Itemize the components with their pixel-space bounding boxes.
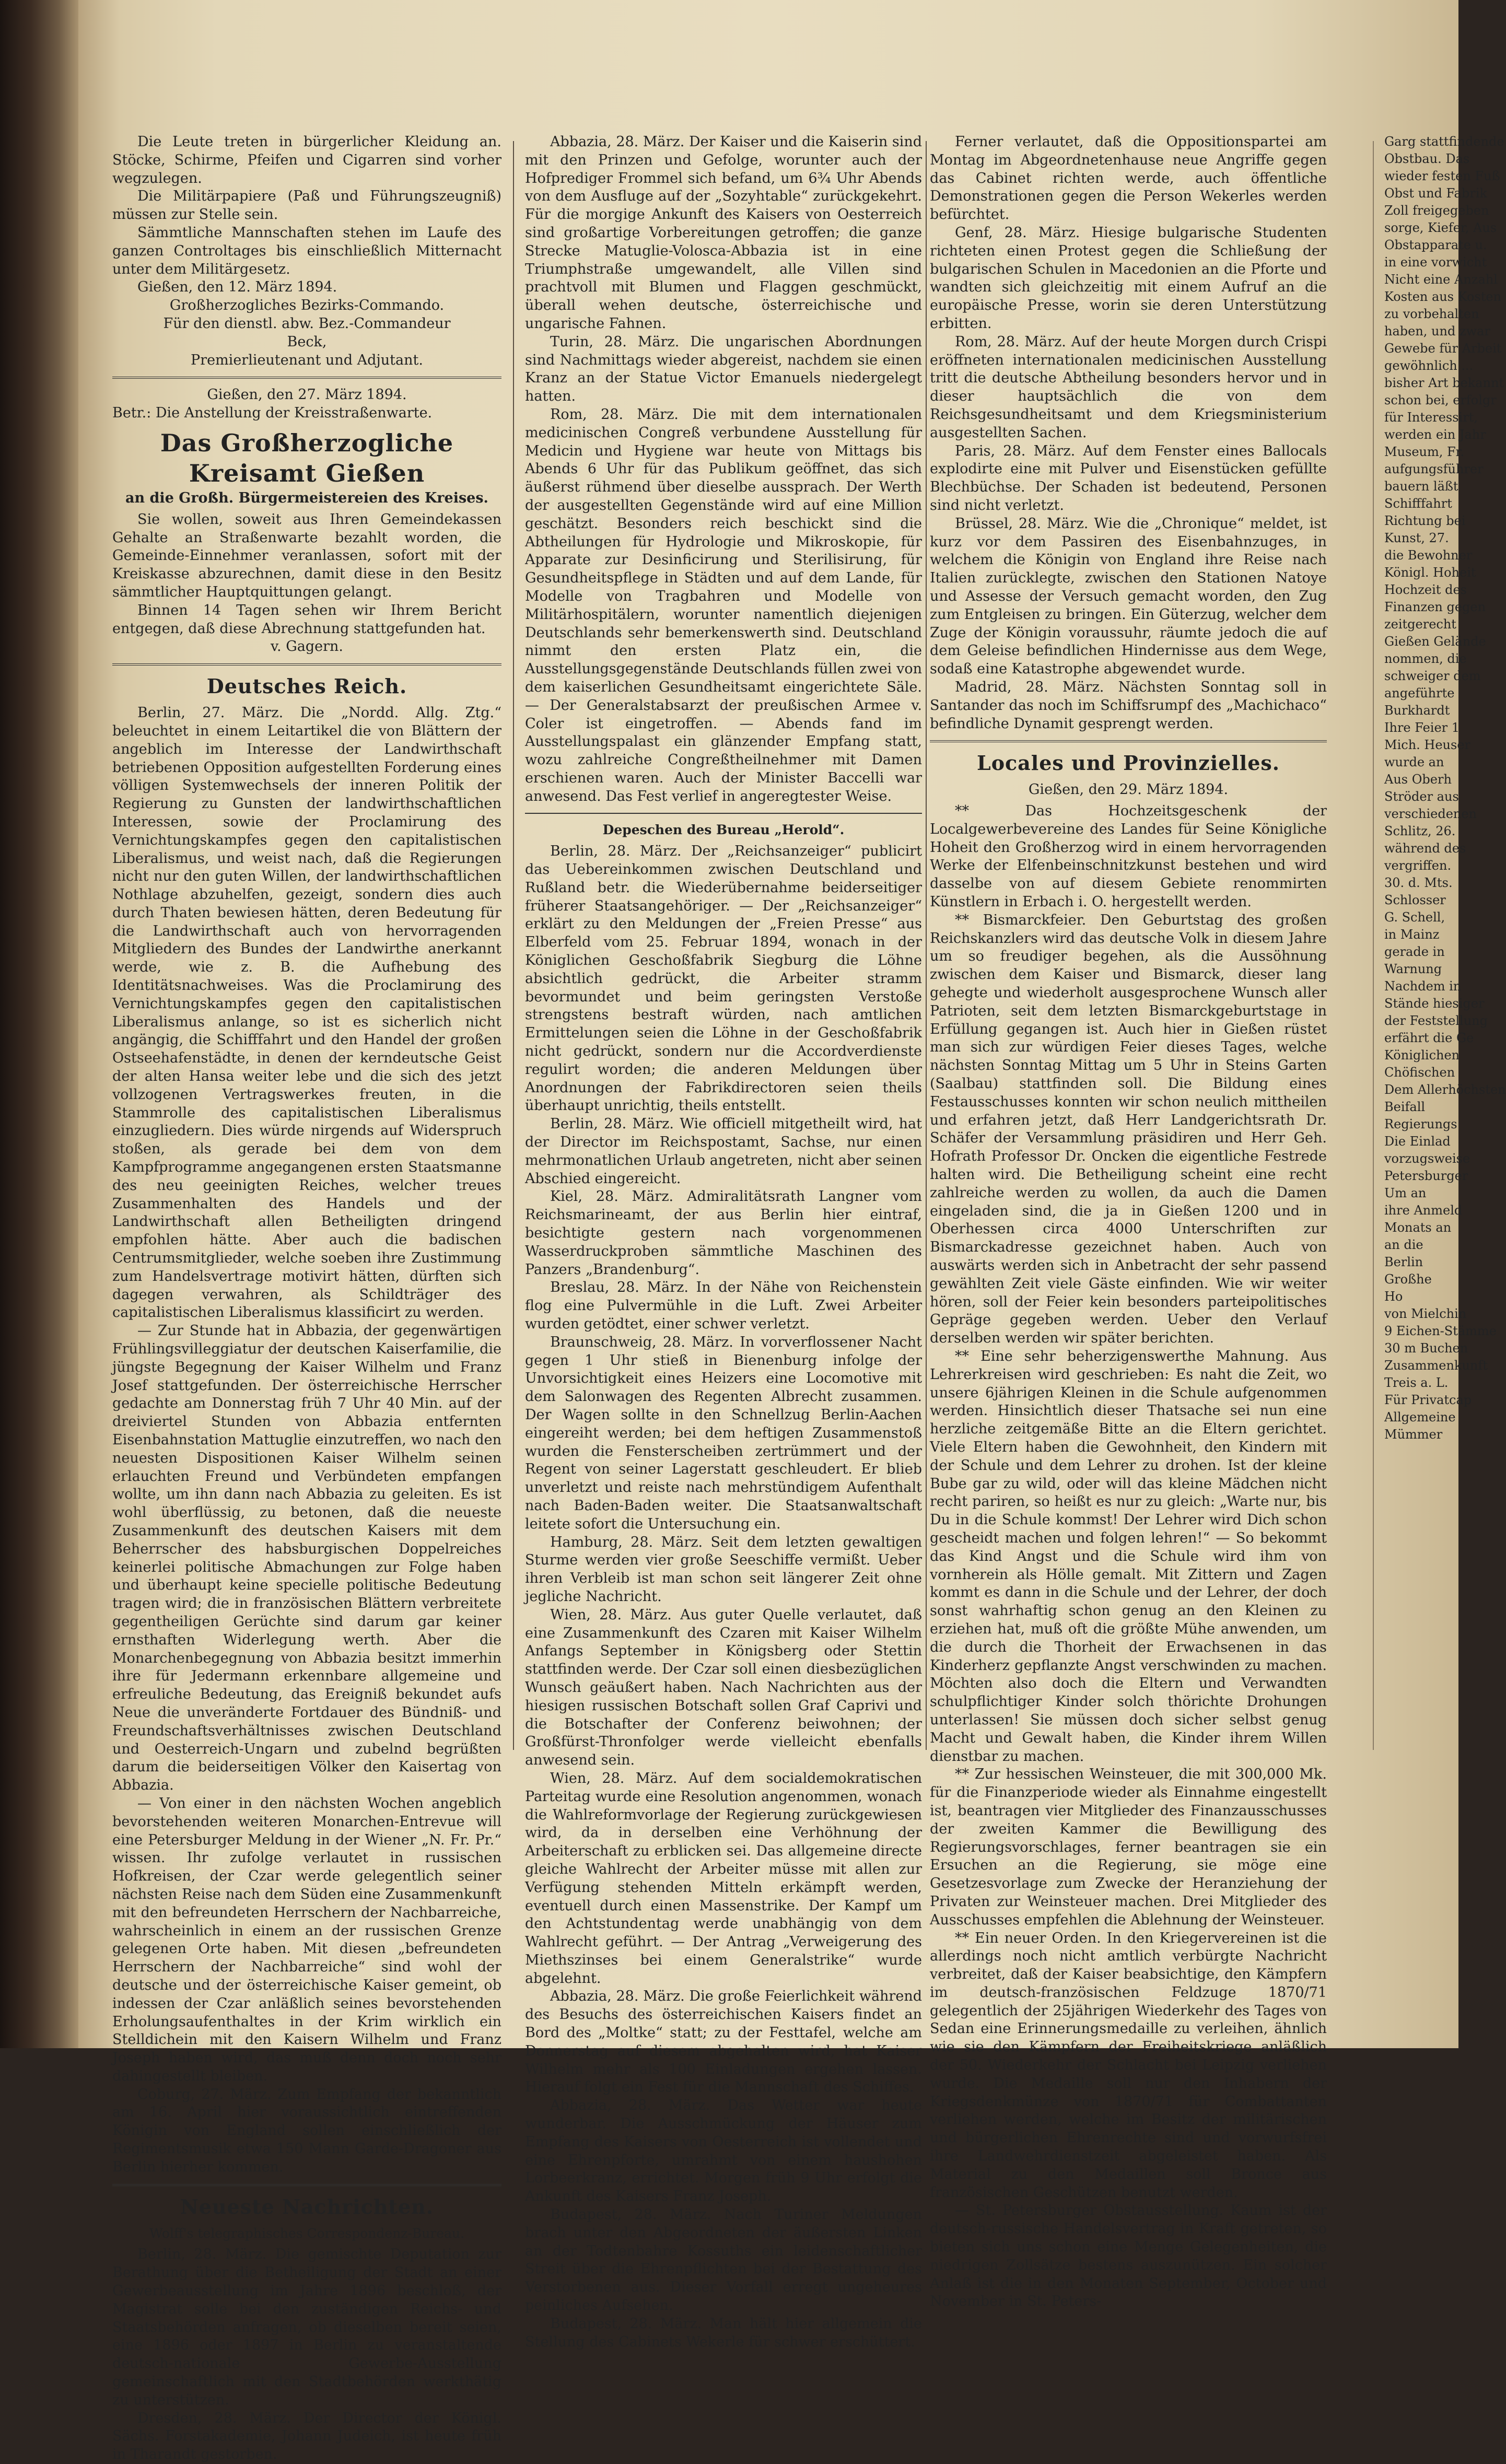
dateline: Gießen, den 29. März 1894. bbox=[1028, 781, 1229, 798]
fragment-line: Petersburger bbox=[1384, 1169, 1468, 1183]
fragment-line: Stände hiesiger bbox=[1384, 996, 1485, 1011]
fragment-line: werden ein Jahr bbox=[1384, 427, 1486, 442]
fragment-line: Berlin bbox=[1384, 1255, 1423, 1269]
fragment-line: 30 m Buchen bbox=[1384, 1341, 1468, 1356]
fragment-line: von Mielchin bbox=[1384, 1306, 1467, 1321]
fragment-line: verschiedenen bbox=[1384, 807, 1477, 821]
fragment-line: gewöhnlich ... bbox=[1384, 358, 1474, 373]
article-paragraph: Rom, 28. März. Die mit dem internationalen medicinischen Congreß verbundene Ausstellung für Medicin und Hygiene war heute von Mittags bis Abends 6 Uhr für das Publikum geöffnet, das sich äußerst rühmend über dieselbe aussprach. Der Werth der ausgestellten Gegenstände wird auf eine Million geschätzt. Besonders reich beschickt sind die Abtheilungen für Hydrologie und Mikroskopie, für Apparate zur Desinficirung und Sterilisirung, für Gesundheitspflege in Städten und auf dem Lande, für Modelle von Tragbahren und Modelle von Militärhospitälern, worunter namentlich diejenigen Deutschlands sehr bemerkenswerth sind. Deutschland nimmt den ersten Platz ein, die Ausstellungsgegenstände Deutschlands füllen zwei von dem kaiserlichen Gesundheitsamt eingerichtete Säle. — Der Generalstabsarzt der preußischen Armee v. Coler ist eingetroffen. — Abends fand im Ausstellungspalast ein glänzender Empfang statt, wozu zahlreiche Congreßtheilnehmer mit Damen erschienen waren. Auch der Minister Baccelli war anwesend. Das Fest verlief in angeregtester Weise. bbox=[525, 406, 922, 804]
divider bbox=[930, 740, 1327, 742]
signature-office: Großherzogliches Bezirks-Commando. bbox=[169, 297, 445, 314]
fragment-line: Zoll freigegeben bbox=[1384, 203, 1489, 218]
article-paragraph: Berlin, 28. März. Wie officiell mitgetheilt wird, hat der Director im Reichspostamt, Sachse, nur einen mehrmonatlichen Urlaub angetreten, nicht aber seinen Abschied eingereicht. bbox=[525, 1116, 922, 1187]
fragment-line: nommen, die bbox=[1384, 651, 1467, 666]
article-paragraph: Turin, 28. März. Die ungarischen Abordnungen sind Nachmittags wieder abgereist, nachdem sie einen Kranz an der Statue Victor Emanuels niedergelegt hatten. bbox=[525, 333, 922, 405]
notice-paragraph: Sämmtliche Mannschaften stehen im Laufe des ganzen Controltages bis einschließlich Mitternacht unter dem Militärgesetz. bbox=[112, 224, 501, 277]
fragment-line: Obstbau. Das bbox=[1384, 151, 1470, 166]
fragment-line: für Interessirt, bbox=[1384, 410, 1478, 425]
fragment-line: Monats an bbox=[1384, 1220, 1452, 1235]
article-paragraph: Madrid, 28. März. Nächsten Sonntag soll in Santander das noch im Schiffsrumpf des „Machichaco“ befindliche Dynamit gesprengt werden. bbox=[930, 679, 1327, 732]
article-paragraph: Berlin, 28. März. Der „Reichsanzeiger“ publicirt das Uebereinkommen zwischen Deutschland und Rußland betr. die Wiederübernahme beiderseitiger früherer Staatsangehöriger. — Der „Reichsanzeiger“ erklärt zu den Meldungen der „Freien Presse“ aus Elberfeld vom 25. Februar 1894, wonach in der Königlichen Geschoßfabrik Siegburg die Löhne absichtlich gedrückt, die Arbeiter stramm bevormundet und beim geringsten Verstoße strengstens bestraft würden, nach amtlichen Ermittelungen seien die Löhne in der Geschoßfabrik nicht gedrückt, sondern nur die Accordverdienste regulirt worden; die anderen Meldungen über Anordnungen der Fabrikdirectoren seien theils überhaupt unrichtig, theils entstellt. bbox=[525, 843, 922, 1114]
fragment-line: Großhe bbox=[1384, 1272, 1432, 1287]
fragment-line: wieder festen Fuß bbox=[1384, 169, 1500, 183]
fragment-line: vorzugsweise bbox=[1384, 1151, 1470, 1166]
fragment-line: Treis a. L. bbox=[1384, 1375, 1449, 1390]
fragment-line: Ströder aus bbox=[1384, 789, 1459, 804]
signature-title: Premierlieutenant und Adjutant. bbox=[191, 352, 423, 368]
article-paragraph: Abbazia, 28. März. Die große Feierlichkeit während des Besuchs des österreichischen Kaisers findet an Bord des „Moltke“ statt; zu der Festtafel, welche am Donnerstag auf diesem abgehalten wird, hat Kaiser Wilhelm mehr als 100 Einladungen ergehen lassen. Hierauf folgt ein Fest für die Mannschaft des Schiffes. bbox=[525, 1988, 922, 2096]
article-paragraph: Berlin, 27. März. Die „Nordd. Allg. Ztg.“ beleuchtet in einem Leitartikel die von Blättern der angeblich im Interesse der Landwirthschaft betriebenen Opposition aufgestellten Forderung eines völligen Systemwechsels der inneren Politik der Regierung zu Gunsten der landwirthschaftlichen Interessen, sowie der Proclamirung des Vernichtungskampfes gegen den capitalistischen Liberalismus, und weist nach, daß die Regierungen nicht nur den guten Willen, der landwirthschaftlichen Nothlage abzuhelfen, gezeigt, sondern dies auch durch Thaten bewiesen hätten, deren Bedeutung für die Landwirthschaft auch von hervorragenden Mitgliedern des Bundes der Landwirthe anerkannt werde, wie z. B. die Aufhebung des Identitätsnachweises. Was die Proclamirung des Vernichtungskampfes gegen den capitalistischen Liberalismus anlange, so ist es sicherlich nicht angängig, die Schifffahrt und den Handel der großen Ostseehafenstädte, in denen der kerndeutsche Geist der alten Hansa weiter lebe und die sich des jetzt vollzogenen Vertragswerkes freuten, in die Stammrolle des capitalistischen Liberalismus einzugliedern. Dies würde nirgends auf Widerspruch stoßen, als gerade bei dem von dem Kampfprogramme angegangenen ersten Staatsmanne des neu geeinigten Reiches, welcher treues Zusammenhalten des Handels und der Landwirthschaft allen Betheiligten dringend empfohlen hätte. Aber auch die badischen Centrumsmitglieder, welche soeben ihre Zustimmung zum Handelsvertrage motivirt hätten, dürften sich dagegen verwahren, als Schildträger des capitalistischen Liberalismus klassificirt zu werden. bbox=[112, 705, 501, 1321]
article-paragraph: ** Das Hochzeitsgeschenk der Localgewerbevereine des Landes für Seine Königliche Hoheit den Großherzog wird in einem hervorragenden Werke der Elfenbeinschnitzkunst bestehen und wird dasselbe von auf diesem Gebiete renommirten Künstlern in Erbach i. O. hergestellt werden. bbox=[930, 803, 1327, 910]
book-binding bbox=[0, 0, 78, 2048]
fragment-line: gerade in bbox=[1384, 944, 1445, 959]
article-paragraph: Coburg, 27. März. Zum Empfang der bekanntlich am 16. April hier voraussichtlich eintreffenden Königin von England sollen einschließlich der Regimentsmusik etwa 150 Mann Garde-Dragoner aus Berlin hierher kommen. bbox=[112, 2086, 501, 2175]
article-paragraph: Rom, 28. März. Auf der heute Morgen durch Crispi eröffneten internationalen medicinischen Ausstellung tritt die deutsche Abtheilung besonders hervor und in dieser hauptsächlich die von dem Reichsgesundheitsamt und dem Kriegsministerium ausgestellten Sachen. bbox=[930, 333, 1327, 441]
notice-signature bbox=[112, 278, 501, 369]
fragment-line: Schlosser bbox=[1384, 893, 1446, 907]
fragment-line: Chöfischen bbox=[1384, 1065, 1455, 1080]
divider bbox=[112, 2184, 501, 2186]
fragment-line: die Bewohner bbox=[1384, 548, 1473, 563]
article-paragraph: Berlin, 28. März. Die gemischte Deputation zur Berathung über die Betheiligung der Stadt an einer Gewerbeausstellung im Jahre 1896 beschloß, der Magistrat solle bei den zuständigen Reichs- und Staatsbehörden anfragen, ob dieselben bereit seien, eine 1896 oder 1897 in Berlin zu veranstaltende deutsch-nationale Gewerbe-Ausstellung gemeinschaftlich mit den Stadtbehörden werkthätig zu unterstützen. bbox=[112, 2246, 501, 2408]
article-paragraph: Wien, 28. März. Auf dem socialdemokratischen Parteitag wurde eine Resolution angenommen, wonach die Wahlreformvorlage der Regierung zurückgewiesen wird, da in derselben eine Verhöhnung der Arbeiterschaft zu erblicken sei. Das allgemeine directe gleiche Wahlrecht der Arbeiter müsse mit allen zur Verfügung stehenden Mitteln erkämpft werden, eventuell durch einen Massenstrike. Der Kampf um den Achtstundentag werde unabhängig von dem Wahlrecht geführt. — Der Antrag „Verweigerung des Miethszinses bei einem Generalstrike“ wurde abgelehnt. bbox=[525, 1770, 922, 1987]
fragment-line: sorge, Kiefer, Aus bbox=[1384, 220, 1497, 235]
fragment-line: wurde an bbox=[1384, 755, 1444, 769]
notice-date: Gießen, den 27. März 1894. bbox=[207, 387, 407, 403]
notice-paragraph: Binnen 14 Tagen sehen wir Ihrem Bericht entgegen, daß diese Abrechnung stattgefunden hat. bbox=[112, 602, 501, 637]
fragment-line: Mich. Heuser bbox=[1384, 738, 1470, 752]
fragment-line: Richtung bei bbox=[1384, 513, 1466, 528]
fragment-line: an die bbox=[1384, 1237, 1423, 1252]
page-gutter bbox=[1373, 141, 1374, 1750]
article-paragraph: Abbazia, 28. März. Das Wetter war heute wunderbar. Die Ausschmückung der Häuser zum Empfang des Kaisers von Oesterreich ist vollendet und eine Ehrenpforte, umrahmt von einem haushohen Lorbeerkranz, errichtet. Morgen früh 9 Uhr erfolgt die Ankunft des Kaisers Franz Joseph. bbox=[525, 2097, 922, 2205]
article-paragraph: ** Zur hessischen Weinsteuer, die mit 300,000 Mk. für die Finanzperiode wieder als Einnahme eingestellt ist, beantragen vier Mitglieder des Finanzausschusses der zweiten Kammer die Bewilligung des Regierungsvorschlages, ferner beantragen sie ein Ersuchen an die Regierung, sie möge eine Gesetzesvorlage zum Zwecke der Heranziehung der Privaten zur Weinsteuer machen. Drei Mitglieder des Ausschusses empfehlen die Ablehnung der Weinsteuer. bbox=[930, 1766, 1327, 1928]
article-paragraph: — Zur Stunde hat in Abbazia, der gegenwärtigen Frühlingsvilleggiatur der deutschen Kaiserfamilie, die jüngste Begegnung der Kaiser Wilhelm und Franz Josef stattgefunden. Der österreichische Herrscher gedachte am Donnerstag früh 7 Uhr 40 Min. auf der dreiviertel Stunden von Abbazia entfernten Eisenbahnstation Mattuglie einzutreffen, wo nach den neuesten Dispositionen Kaiser Wilhelm seinen erlauchten Freund und Verbündeten empfangen wollte, um ihn dann nach Abbazia zu geleiten. Es ist wohl überflüssig, zu betonen, daß die neueste Zusammenkunft des deutschen Kaisers mit dem Beherrscher des habsburgischen Doppelreiches keinerlei politische Abmachungen zur Folge haben und überhaupt keine specielle politische Bedeutung tragen wird; die in französischen Blättern verbreitete gegentheiligen Gerüchte sind darum gar keiner ernsthaften Widerlegung werth. Aber die Monarchenbegegnung von Abbazia besitzt immerhin ihre für Jedermann erkennbare allgemeine und erfreuliche Bedeutung, das Ereigniß bekundet aufs Neue die unveränderte Fortdauer des Bündniß- und Freundschaftsverhältnisses zwischen Deutschland und Oesterreich-Ungarn und zubelnd begrüßten darum die beiderseitigen Völker den Kaisertag von Abbazia. bbox=[112, 1323, 501, 1794]
fragment-line: Dem Allerhöchsten bbox=[1384, 1082, 1506, 1097]
fragment-line: zu vorbehalten bbox=[1384, 307, 1479, 321]
fragment-line: in Mainz bbox=[1384, 927, 1440, 942]
fragment-line: Ho bbox=[1384, 1289, 1403, 1304]
fragment-line: Die Einlad bbox=[1384, 1134, 1451, 1149]
column-rule bbox=[513, 141, 514, 1750]
fragment-line: angeführte bbox=[1384, 686, 1455, 700]
fragment-line: der Feststellung bbox=[1384, 1013, 1488, 1028]
article-paragraph: Braunschweig, 28. März. In vorverflossener Nacht gegen 1 Uhr stieß in Bienenburg infolge der Unvorsichtigkeit eines Heizers eine Locomotive mit dem Salonwagen des Regenten Albrecht zusammen. Der Wagen sollte in den Schnellzug Berlin-Aachen eingereiht werden; bei dem heftigen Zusammenstoß wurden die Fensterscheiben zertrümmert und der Regent von seiner Lagerstatt geschleudert. Er blieb unverletzt und reiste nach mehrstündigem Aufenthalt nach Baden-Baden weiter. Die Staatsanwaltschaft leitete sofort die Untersuchung ein. bbox=[525, 1334, 922, 1532]
fragment-line: haben, und zwar bbox=[1384, 324, 1490, 338]
fragment-line: Schlitz, 26. bbox=[1384, 824, 1456, 838]
column-1 bbox=[112, 133, 501, 2464]
fragment-line: Garg stattfindende bbox=[1384, 134, 1504, 149]
divider bbox=[112, 663, 501, 665]
article-paragraph: Kiel, 28. März. Admiralitätsrath Langner vom Reichsmarineamt, der aus Berlin hier eintraf, besichtigte gestern nach vorgenommenen Wasserdruckproben sämmtliche Maschinen des Panzers „Brandenburg“. bbox=[525, 1188, 922, 1278]
section-title: Neueste Nachrichten. bbox=[180, 2194, 434, 2218]
fragment-line: Hochzeit des bbox=[1384, 582, 1467, 597]
fragment-line: Regierungs bbox=[1384, 1117, 1457, 1131]
article-paragraph: Budapest, 28. März. Nach Turiner Meldungen brach unter den Abgeordneten der äußersten Linken an der Todtenbahre Kossuths ein leidenschaftlicher Streit über die Ehrenpflichten bei der Bestattung des Verstorbenen aus. Dieser Vorfall erregt ungeheures peinliches Aufsehen. bbox=[525, 2206, 922, 2314]
section-title: Locales und Provinzielles. bbox=[976, 751, 1280, 775]
notice-headline: Das Großherzogliche Kreisamt Gießen bbox=[160, 428, 454, 487]
fragment-line: Gewebe für Arbeit bbox=[1384, 341, 1502, 356]
fragment-line: Allgemeine bbox=[1384, 1410, 1456, 1424]
fragment-line: Zusammenkunft bbox=[1384, 1358, 1488, 1373]
kreisamt-notice bbox=[112, 386, 501, 656]
notice-subheadline: an die Großh. Bürgermeistereien des Kreises. bbox=[125, 489, 488, 506]
section-title: Deutsches Reich. bbox=[206, 674, 407, 698]
section-subtitle: Wolff's telegraphisches Correspondenz-Bureau. bbox=[149, 2225, 465, 2241]
fragment-line: Nachdem in bbox=[1384, 979, 1462, 994]
notice-paragraph: Die Leute treten in bürgerlicher Kleidung an. Stöcke, Schirme, Pfeifen und Cigarren sind vorher wegzulegen. bbox=[112, 134, 501, 186]
article-paragraph: Budapest, 28. März. Man hält hier allgemein die Stellung des Cabinets Wekerle für schwer erschüttert. bbox=[525, 2315, 922, 2350]
fragment-line: Obstapparate u. bbox=[1384, 238, 1487, 252]
fragment-line: Schifffahrt bbox=[1384, 496, 1452, 511]
column-3 bbox=[930, 133, 1327, 2311]
fragment-line: 9 Eichen-Stämme bbox=[1384, 1324, 1497, 1338]
article-paragraph: ** Ein neuer Orden. In den Kriegervereinen ist die allerdings noch nicht amtlich verbürgte Nachricht verbreitet, daß der Kaiser beabsichtige, den Kämpfern im deutsch-französischen Feldzuge 1870/71 gelegentlich der 25jährigen Wiederkehr des Tages von Sedan eine Erinnerungsmedaille zu verleihen, ähnlich wie sie den Kämpfern der Freiheitskriege anläßlich der 50. Wiederkehr der Schlacht bei Leipzig verliehen wurde. Die Medaille soll nur den Inhabern der Kriegsdenkmünze von 1870/71 für Combattanten verliehen werden, welche im Besitz der militärischen und bürgerlichen Ehrenrechte sind und vorwurfsfrei ihre Landwehrdienstzeit abgeleistet haben. Als Material zu den Medaillen soll Bronce aus französischen Geschützen benutzt werden. bbox=[930, 1930, 1327, 2201]
fragment-line: schweiger dem bbox=[1384, 669, 1481, 683]
divider bbox=[112, 377, 501, 379]
article-paragraph: Ferner verlautet, daß die Oppositionspartei am Montag im Abgeordnetenhause neue Angriffe gegen das Cabinet richten werde, auch öffentliche Demonstrationen gegen die Person Wekerles werden befürchtet. bbox=[930, 134, 1327, 223]
fragment-line: Mümmer bbox=[1384, 1427, 1443, 1442]
notice-paragraph: Die Militärpapiere (Paß und Führungszeugniß) müssen zur Stelle sein. bbox=[112, 188, 501, 223]
fragment-line: vergriffen. bbox=[1384, 858, 1452, 873]
fragment-line: Obst und Fabrik bbox=[1384, 186, 1487, 201]
fragment-line: Königlichen bbox=[1384, 1048, 1460, 1062]
fragment-line: schon bei, erfolgr bbox=[1384, 393, 1497, 407]
article-paragraph: Breslau, 28. März. In der Nähe von Reichenstein flog eine Pulvermühle in die Luft. Zwei Arbeiter wurden getödtet, einer schwer verletzt. bbox=[525, 1279, 922, 1332]
section-title: Depeschen des Bureau „Herold“. bbox=[602, 822, 845, 838]
military-notice bbox=[112, 133, 501, 369]
fragment-line: Königl. Hoheit bbox=[1384, 565, 1476, 580]
article-paragraph: Genf, 28. März. Hiesige bulgarische Studenten richteten einen Protest gegen die Schließung der bulgarischen Schulen in Macedonien an die Pforte und wandten sich gleichzeitig mit einem Aufruf an die europäische Presse, worin sie deren Unterstützung erbitten. bbox=[930, 224, 1327, 332]
fragment-line: Ihre Feier 1 bbox=[1384, 720, 1460, 735]
fragment-line: zeitgerecht bbox=[1384, 617, 1456, 632]
fragment-line: erfährt die Ge bbox=[1384, 1031, 1474, 1045]
divider bbox=[525, 813, 922, 814]
article-paragraph: Wien, 28. März. Aus guter Quelle verlautet, daß eine Zusammenkunft des Czaren mit Kaiser Wilhelm Anfangs September in Königsberg oder Stettin stattfinden werde. Der Czar soll einen diesbezüglichen Wunsch geäußert haben. Nach Nachrichten aus der hiesigen russischen Botschaft sollen Graf Caprivi und die Botschafter der Conferenz beiwohnen; der Großfürst-Thronfolger werde vielleicht ebenfalls anwesend sein. bbox=[525, 1606, 922, 1769]
article-paragraph: — St. Petersburger Obstausstellung. Kaum ist der deutsch-russische Handelsvertrag in Kraft getreten, so bieten sich uns schon eine Menge Gelegenheiten, die niedrigen Zollsätze bestens auszunützen. Ein solcher Anlaß ist die in den Monaten September, October und November in St. Peters- bbox=[930, 2202, 1327, 2310]
fragment-line: aufgungsführer bbox=[1384, 462, 1484, 476]
fragment-line: G. Schell, bbox=[1384, 910, 1445, 925]
column-4-fragment bbox=[1384, 133, 1506, 1857]
fragment-line: ihre Anmeld bbox=[1384, 1203, 1463, 1218]
article-paragraph: ** Eine sehr beherzigenswerthe Mahnung. Aus Lehrerkreisen wird geschrieben: Es naht die Zeit, wo unsere 6jährigen Kleinen in die Schule aufgenommen werden. Hinsichtlich dieser Thatsache sei nun eine herzliche zeitgemäße Bitte an die Eltern gerichtet. Viele Eltern haben die Gewohnheit, den Kindern mit der Schule und dem Lehrer zu drohen. Ist der kleine Bube gar zu wild, oder will das kleine Mädchen nicht recht pariren, so heißt es nur zu gleich: „Warte nur, bis Du in die Schule kommst! Der Lehrer wird Dich schon gescheidt machen und folgen lehren!“ — So bekommt das Kind Angst und die Schule wird ihm von vornherein als Hölle gemalt. Mit Zittern und Zagen kommt es dann in die Schule und der Lehrer, der doch sonst wahrhaftig schon genug an den Kleinen zu erziehen hat, muß oft die größte Mühe anwenden, um die durch die Thorheit der Erwachsenen in das Kinderherz gepflanzte Angst verschwinden zu machen. Möchten also doch die Eltern und Verwandten schulpflichtiger Kinder solch thörichte Drohungen unterlassen! Sie müssen doch sicher selbst genug Macht und Gewalt haben, die Kinder ihrem Willen dienstbar zu machen. bbox=[930, 1348, 1327, 1765]
fragment-line: Gießen Gelände bbox=[1384, 634, 1486, 649]
fragment-line: Museum, Fr. bbox=[1384, 445, 1465, 459]
article-paragraph: Abbazia, 28. März. Der Kaiser und die Kaiserin sind mit den Prinzen und Gefolge, worunter auch der Hofprediger Frommel sich befand, um 6¾ Uhr Abends von dem Ausfluge auf der „Sozyhtable“ zurückgekehrt. Für die morgige Ankunft des Kaisers von Oesterreich sind großartige Vorbereitungen getroffen; die ganze Strecke Matuglie-Volosca-Abbazia ist in eine Triumphstraße umgewandelt, alle Villen sind prachtvoll mit Blumen und Flaggen geschmückt, überall wehen deutsche, österreichische und ungarische Fahnen. bbox=[525, 134, 922, 332]
fragment-line: Kosten aus Kosten bbox=[1384, 289, 1502, 304]
article-paragraph: Paris, 28. März. Auf dem Fenster eines Ballocals explodirte eine mit Pulver und Eisenstücken gefüllte Blechbüchse. Der Schaden ist bedeutend, Personen sind nicht verletzt. bbox=[930, 442, 1327, 513]
fragment-line: Um an bbox=[1384, 1186, 1427, 1200]
fragment-line: Nicht eine Anzahl bbox=[1384, 272, 1498, 287]
signature-name: Beck, bbox=[287, 333, 327, 350]
notice-signature: v. Gagern. bbox=[270, 638, 344, 655]
fragment-line: Kunst, 27. bbox=[1384, 531, 1449, 545]
signature-date: Gießen, den 12. März 1894. bbox=[137, 279, 337, 296]
fragment-line: Finanzen gegen bbox=[1384, 600, 1486, 614]
fragment-line: Beifall bbox=[1384, 1100, 1426, 1114]
fragment-line: während des bbox=[1384, 841, 1466, 856]
fragment-line: Burkhardt bbox=[1384, 703, 1450, 718]
notice-subject: Betr.: Die Anstellung der Kreisstraßenwarte. bbox=[112, 405, 433, 422]
fragment-line: Warnung bbox=[1384, 962, 1442, 976]
fragment-line: Aus Oberh bbox=[1384, 772, 1452, 787]
article-paragraph: ** Bismarckfeier. Den Geburtstag des großen Reichskanzlers wird das deutsche Volk in diesem Jahre um so freudiger begehen, als die Aussöhnung zwischen dem Kaiser und Bismarck, dieser lang gehegte und wiederholt ausgesprochene Wunsch aller Patrioten, seit dem letzten Bismarckgeburtstage in Erfüllung gegangen ist. Auch hier in Gießen rüstet man sich zur würdigen Feier dieses Tages, welche nächsten Sonntag Mittag um 5 Uhr in Steins Garten (Saalbau) stattfinden soll. Die Bildung eines Festausschusses konnten wir schon neulich mittheilen und erfahren jetzt, daß Herr Landgerichtsrath Dr. Schäfer der Versammlung präsidiren und Herr Geh. Hofrath Professor Dr. Oncken die eigentliche Festrede halten wird. Die Betheiligung scheint eine recht zahlreiche werden zu wollen, da auch die Damen eingeladen sind, die ja in Gießen 1200 und in Oberhessen circa 4000 Unterschriften zur Bismarckadresse gezeichnet haben. Auch von auswärts werden sich in Anbetracht der sehr passend gewählten Zeit viele Gäste einfinden. Wie wir weiter hören, soll der Feier kein besonders parteipolitisches Gepräge gegeben werden. Ueber den Verlauf derselben werden wir später berichten. bbox=[930, 912, 1327, 1347]
column-2 bbox=[525, 133, 922, 2351]
article-paragraph: Hamburg, 28. März. Seit dem letzten gewaltigen Sturme werden vier große Seeschiffe vermißt. Ueber ihren Verbleib ist man schon seit längerer Zeit ohne jegliche Nachricht. bbox=[525, 1534, 922, 1605]
fragment-line: in eine vorwicht bbox=[1384, 255, 1487, 270]
fragment-line: bauern läßt bbox=[1384, 479, 1458, 494]
signature-line: Für den dienstl. abw. Bez.-Commandeur bbox=[163, 315, 451, 332]
column-rule bbox=[926, 141, 927, 1750]
fragment-line: 30. d. Mts. bbox=[1384, 875, 1453, 890]
notice-paragraph: Sie wollen, soweit aus Ihren Gemeindekassen Gehalte an Straßenwarte bezahlt worden, die Gemeinde-Einnehmer veranlassen, sofort mit der Kreiskasse abzurechnen, damit diese in den Besitz sämmtlicher Hauptquittungen gelangt. bbox=[112, 511, 501, 600]
fragment-line: Für Privatcap bbox=[1384, 1393, 1472, 1407]
article-paragraph: Brüssel, 28. März. Wie die „Chronique“ meldet, ist kurz vor dem Passiren des Eisenbahnzuges, in welchem die Königin von England ihre Reise nach Italien zurücklegte, zwischen den Stationen Natoye und Assesse der Versuch gemacht worden, den Zug zum Entgleisen zu bringen. Ein Güterzug, welcher dem Zuge der Königin voraussuhr, räumte jedoch die auf dem Geleise befindlichen Hindernisse aus dem Wege, sodaß eine Katastrophe abgewendet wurde. bbox=[930, 515, 1327, 678]
fragment-line: bisher Art bekannt bbox=[1384, 376, 1504, 390]
article-paragraph: Dresden, 28. März. Der Director der Königl. Sächs. Forstakademie, Johann Judeich, ist heute früh in Tharandt gestorben. bbox=[112, 2410, 501, 2463]
article-paragraph: — Von einer in den nächsten Wochen angeblich bevorstehenden weiteren Monarchen-Entrevue will eine Petersburger Meldung in der Wiener „N. Fr. Pr.“ wissen. Ihr zufolge verlautet in russischen Hofkreisen, der Czar werde gelegentlich seiner nächsten Reise nach dem Süden eine Zusammenkunft mit den befreundeten Herrschern der Nachbarreiche, wahrscheinlich in einem an der russischen Grenze gelegenen Orte haben. Mit diesen „befreundeten Herrschern der Nachbarreiche“ sind wohl der deutsche und der österreichische Kaiser gemeint, ob indessen der Czar anläßlich seines bevorstehenden Erholungsaufenthaltes in der Krim wirklich ein Stelldichein mit den Kaisern Wilhelm und Franz Joseph haben wird, das muß denn doch noch sehr dahingestellt bleiben. bbox=[112, 1795, 501, 2084]
